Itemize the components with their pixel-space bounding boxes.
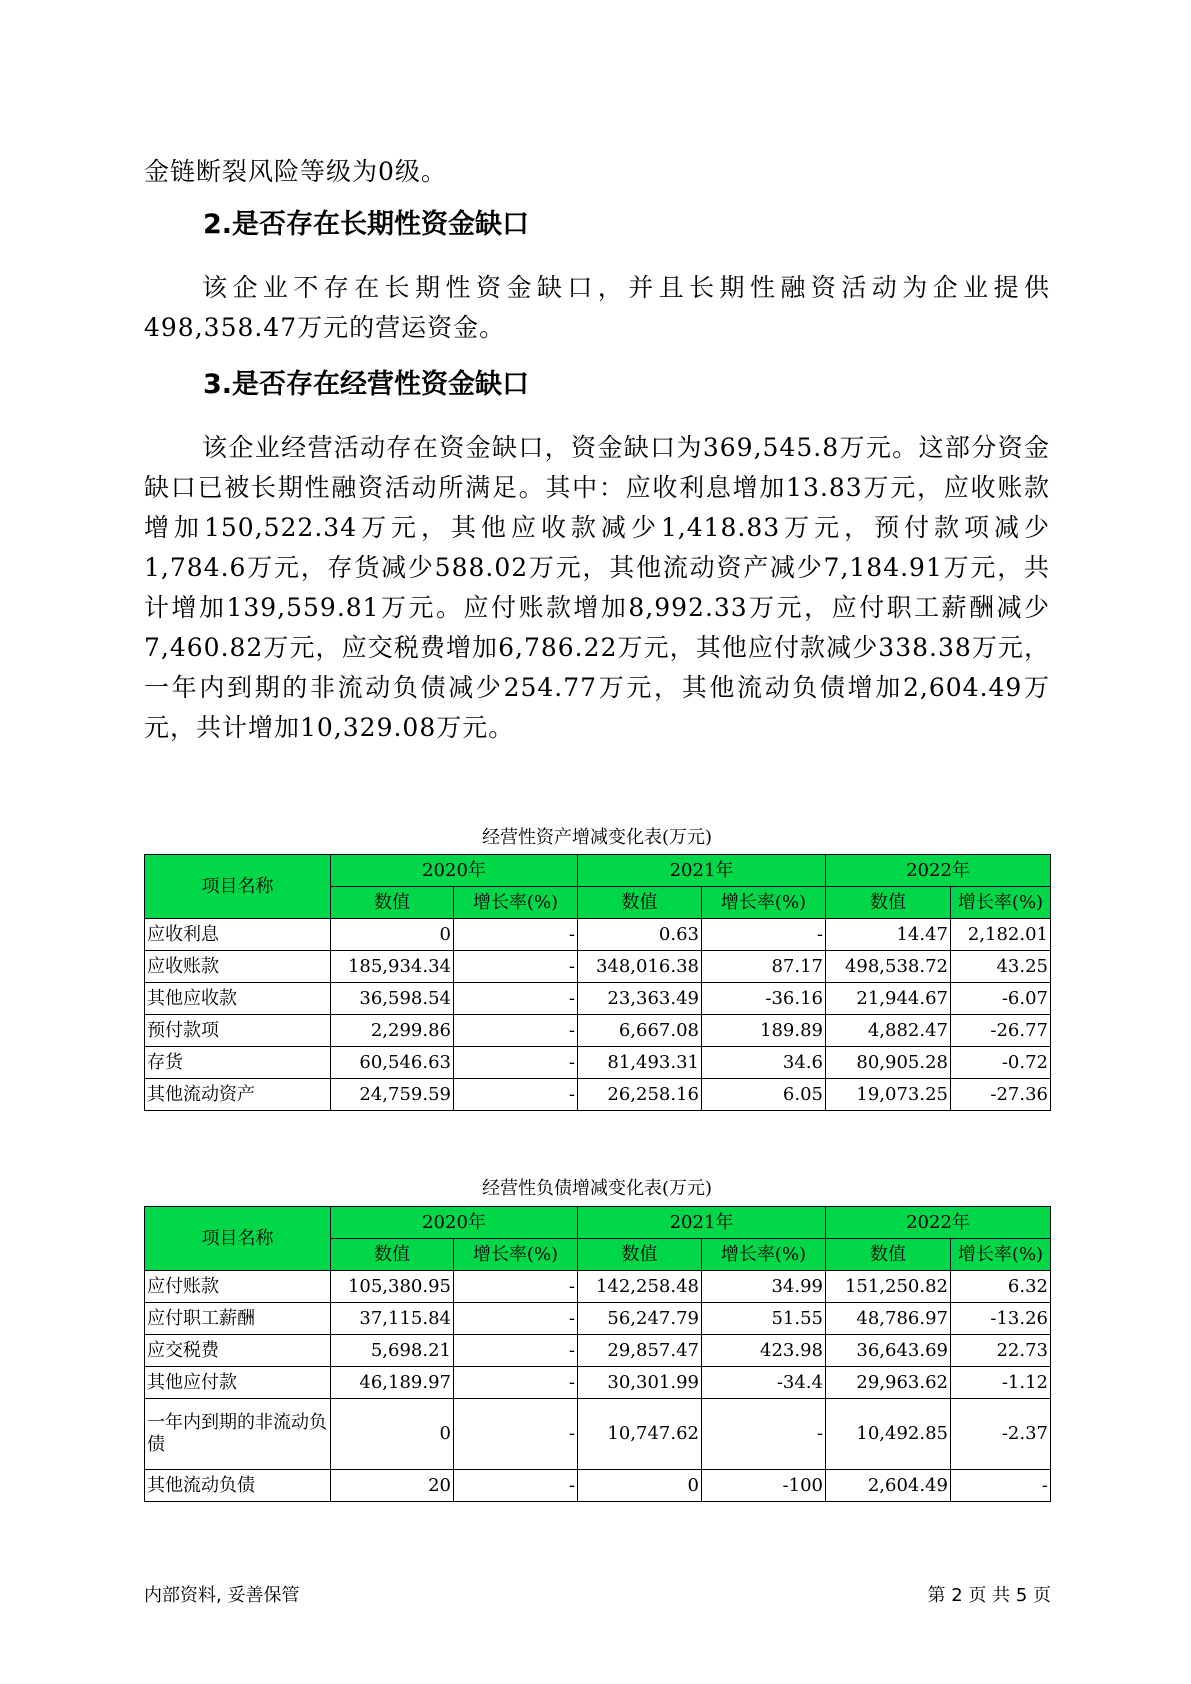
cell-rate: -: [454, 1470, 578, 1502]
paragraph-operating-gap: 该企业经营活动存在资金缺口，资金缺口为369,545.8万元。这部分资金缺口已被长期性融资活动所满足。其中：应收利息增加13.83万元，应收账款增加150,522.34万元，其他应收款减少1,418.83万元，预付款项减少1,784.6万元，存货减少588.02万元，其他流动资产减少7,184.91万元，共计增加139,559.81万元。应付账款增加8,992.33万元，应付职工薪酬减少7,460.82万元，应交税费增加6,786.22万元，其他应付款减少338.38万元，一年内到期的非流动负债减少254.77万元，其他流动负债增加2,604.49万元，共计增加10,329.08万元。: [144, 433, 1050, 742]
cell-rate: 6.05: [702, 1079, 826, 1111]
cell-rate: -: [454, 983, 578, 1015]
cell-value: 5,698.21: [331, 1335, 454, 1367]
cell-rate: -27.36: [951, 1079, 1051, 1111]
header-item-name: 项目名称: [145, 1207, 331, 1271]
cell-name: 应收利息: [145, 919, 331, 951]
cell-rate: -2.37: [951, 1399, 1051, 1470]
cell-value: 0.63: [578, 919, 702, 951]
cell-value: 29,857.47: [578, 1335, 702, 1367]
footer-page-number: 第 2 页 共 5 页: [927, 1585, 1051, 1606]
header-year-2020: 2020年: [331, 1207, 578, 1239]
cell-value: 48,786.97: [826, 1303, 951, 1335]
table-row: [145, 1271, 1051, 1303]
cell-rate: -: [454, 1271, 578, 1303]
cell-rate: -: [702, 919, 826, 951]
cell-rate: 43.25: [951, 951, 1051, 983]
cell-name: 其他应付款: [145, 1367, 331, 1399]
header-rate: 增长率(%): [702, 887, 826, 919]
cell-value: 10,492.85: [826, 1399, 951, 1470]
cell-value: 26,258.16: [578, 1079, 702, 1111]
table-title-liabilities: 经营性负债增减变化表(万元): [481, 1178, 713, 1199]
cell-name: 预付款项: [145, 1015, 331, 1047]
cell-value: 0: [331, 919, 454, 951]
cell-value: 14.47: [826, 919, 951, 951]
header-item-name: 项目名称: [145, 855, 331, 919]
table-row: [145, 983, 1051, 1015]
heading-operating-gap: 3.是否存在经营性资金缺口: [203, 369, 530, 400]
cell-rate: 189.89: [702, 1015, 826, 1047]
cell-value: 151,250.82: [826, 1271, 951, 1303]
cell-value: 10,747.62: [578, 1399, 702, 1470]
header-rate: 增长率(%): [702, 1239, 826, 1271]
cell-value: 56,247.79: [578, 1303, 702, 1335]
table-row: [145, 1079, 1051, 1111]
cell-value: 24,759.59: [331, 1079, 454, 1111]
cell-rate: 22.73: [951, 1335, 1051, 1367]
footer-confidential: 内部资料, 妥善保管: [144, 1585, 300, 1606]
cell-value: 4,882.47: [826, 1015, 951, 1047]
cell-name: 其他流动负债: [145, 1470, 331, 1502]
table-row: [145, 1367, 1051, 1399]
table-row: [145, 1015, 1051, 1047]
paragraph-long-term-gap: 该企业不存在长期性资金缺口，并且长期性融资活动为企业提供498,358.47万元的营运资金。: [144, 273, 1050, 342]
cell-value: 348,016.38: [578, 951, 702, 983]
cell-value: 2,299.86: [331, 1015, 454, 1047]
header-value: 数值: [826, 1239, 951, 1271]
header-value: 数值: [826, 887, 951, 919]
cell-value: 6,667.08: [578, 1015, 702, 1047]
table-row: [145, 1470, 1051, 1502]
table-row: [145, 1335, 1051, 1367]
cell-rate: -: [454, 1335, 578, 1367]
header-year-2022: 2022年: [826, 1207, 1051, 1239]
cell-rate: -: [454, 1015, 578, 1047]
header-year-2020: 2020年: [331, 855, 578, 887]
cell-value: 36,598.54: [331, 983, 454, 1015]
header-rate: 增长率(%): [454, 887, 578, 919]
cell-name: 应付职工薪酬: [145, 1303, 331, 1335]
table-row: [145, 1303, 1051, 1335]
cell-rate: -: [702, 1399, 826, 1470]
cell-value: 0: [331, 1399, 454, 1470]
cell-rate: -36.16: [702, 983, 826, 1015]
cell-value: 20: [331, 1470, 454, 1502]
cell-value: 80,905.28: [826, 1047, 951, 1079]
cell-value: 19,073.25: [826, 1079, 951, 1111]
header-value: 数值: [578, 1239, 702, 1271]
cell-rate: -100: [702, 1470, 826, 1502]
table-row: [145, 1399, 1051, 1470]
paragraph-risk-level: 金链断裂风险等级为0级。: [144, 157, 447, 186]
cell-value: 37,115.84: [331, 1303, 454, 1335]
cell-value: 498,538.72: [826, 951, 951, 983]
cell-value: 105,380.95: [331, 1271, 454, 1303]
header-year-2022: 2022年: [826, 855, 1051, 887]
cell-value: 46,189.97: [331, 1367, 454, 1399]
header-value: 数值: [578, 887, 702, 919]
cell-name: 应交税费: [145, 1335, 331, 1367]
table-row: [145, 919, 1051, 951]
cell-rate: -: [951, 1470, 1051, 1502]
cell-rate: 423.98: [702, 1335, 826, 1367]
cell-name: 其他流动资产: [145, 1079, 331, 1111]
heading-long-term-gap: 2.是否存在长期性资金缺口: [203, 209, 530, 240]
cell-name: 存货: [145, 1047, 331, 1079]
header-value: 数值: [331, 1239, 454, 1271]
cell-value: 81,493.31: [578, 1047, 702, 1079]
cell-value: 30,301.99: [578, 1367, 702, 1399]
header-rate: 增长率(%): [951, 887, 1051, 919]
header-value: 数值: [331, 887, 454, 919]
cell-rate: -: [454, 1303, 578, 1335]
cell-rate: -0.72: [951, 1047, 1051, 1079]
cell-rate: -13.26: [951, 1303, 1051, 1335]
operating-liabilities-table: [144, 1206, 1051, 1502]
cell-value: 36,643.69: [826, 1335, 951, 1367]
cell-value: 185,934.34: [331, 951, 454, 983]
cell-value: 21,944.67: [826, 983, 951, 1015]
cell-name: 一年内到期的非流动负债: [145, 1399, 331, 1470]
header-year-2021: 2021年: [578, 855, 826, 887]
cell-rate: -6.07: [951, 983, 1051, 1015]
cell-rate: 87.17: [702, 951, 826, 983]
cell-rate: 34.6: [702, 1047, 826, 1079]
cell-rate: -: [454, 1367, 578, 1399]
cell-rate: 2,182.01: [951, 919, 1051, 951]
cell-rate: -34.4: [702, 1367, 826, 1399]
cell-rate: -1.12: [951, 1367, 1051, 1399]
cell-name: 应收账款: [145, 951, 331, 983]
cell-value: 60,546.63: [331, 1047, 454, 1079]
cell-value: 29,963.62: [826, 1367, 951, 1399]
cell-rate: -: [454, 951, 578, 983]
cell-rate: 51.55: [702, 1303, 826, 1335]
header-rate: 增长率(%): [951, 1239, 1051, 1271]
cell-value: 23,363.49: [578, 983, 702, 1015]
cell-rate: -: [454, 1079, 578, 1111]
operating-assets-table: [144, 854, 1051, 1111]
cell-rate: -: [454, 1047, 578, 1079]
table-title-assets: 经营性资产增减变化表(万元): [481, 827, 713, 848]
cell-name: 应付账款: [145, 1271, 331, 1303]
cell-value: 0: [578, 1470, 702, 1502]
cell-rate: -26.77: [951, 1015, 1051, 1047]
cell-value: 142,258.48: [578, 1271, 702, 1303]
cell-rate: 6.32: [951, 1271, 1051, 1303]
cell-rate: -: [454, 1399, 578, 1470]
cell-rate: -: [454, 919, 578, 951]
cell-rate: 34.99: [702, 1271, 826, 1303]
header-rate: 增长率(%): [454, 1239, 578, 1271]
cell-value: 2,604.49: [826, 1470, 951, 1502]
table-row: [145, 951, 1051, 983]
cell-name: 其他应收款: [145, 983, 331, 1015]
table-row: [145, 1047, 1051, 1079]
header-year-2021: 2021年: [578, 1207, 826, 1239]
